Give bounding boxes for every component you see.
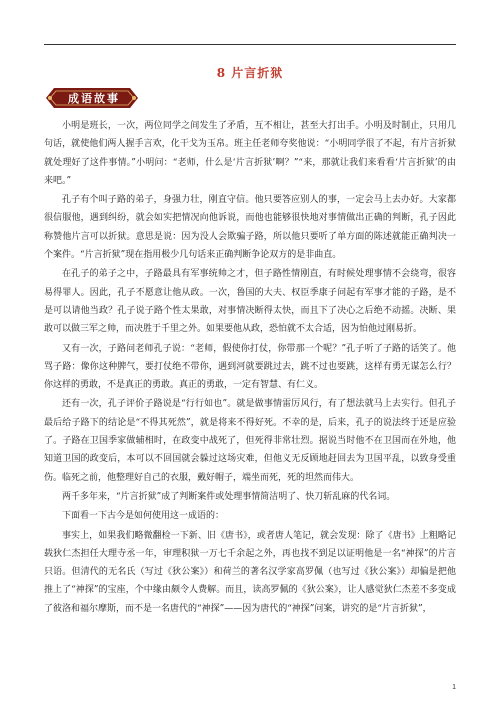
banner-label: 成语故事 <box>68 92 120 105</box>
header-rule <box>44 44 456 45</box>
page-number: 1 <box>452 684 456 691</box>
paragraph: 小明是班长，一次，两位同学之间发生了矛盾，互不相让，甚至大打出手。小明及时制止，只用几句话，就使他们两人握手言欢，化干戈为玉帛。班主任老师夸奖他说：“小明同学很了不起，有片言折狱就处理好了这件事情。”小明问：“老师，什么是‘片言折狱’啊？”“来，那就让我们来看看‘片言折狱’的由来吧。” <box>44 121 456 186</box>
page-title: 8 片言折狱 <box>216 66 284 80</box>
paragraph: 下面看一下古今是如何使用这一成语的： <box>62 511 225 522</box>
paragraph: 两千多年来，“片言折狱”成了判断案件或处理事情简洁明了、快刀斩乱麻的代名词。 <box>62 491 396 502</box>
section-banner <box>44 86 140 110</box>
paragraph: 事实上，如果我们略微翻检一下新、旧《唐书》，或者唐人笔记，就会发现：除了《唐书》上粗略记载狄仁杰担任大理寺丞一年，审理积狱一万七千余起之外，再也找不到足以证明他是一名“神探”的片言只语。但清代的无名氏（写过《狄公案》）和荷兰的著名汉学家高罗佩（也写过《狄公案》）却偏是把他推上了“神探”的宝座，个中缘由颇令人费解。而且，读高罗佩的《狄公案》，让人感觉狄仁杰差不多变成了彼洛和福尔摩斯，而不是一名唐代的“神探”——因为唐代的“神探”问案，讲究的是“片言折狱”， <box>44 530 456 614</box>
paragraph: 孔子有个叫子路的弟子，身强力壮，刚直守信。他只要答应别人的事，一定会马上去办好。大家都很信服他，遇到纠纷，就会如实把情况向他诉说，而他也能够很快地对事情做出正确的判断，孔子因此称赞他片言可以折狱。意思是说：因为没人会欺骗子路，所以他只要听了单方面的陈述就能正确判决一个案件。“片言折狱”现在指用极少几句话来正确判断争论双方的是非曲直。 <box>44 195 456 261</box>
paragraph: 又有一次，子路问老师孔子说：“老师，假使你打仗，你带那一个呢？”孔子听了子路的话笑了。他骂子路：像你这种脾气，要打仗绝不带你，遇到河就要跳过去，跳不过也要跳，这样有勇无谋怎么行？你这样的勇敢，不是真正的勇敢。真正的勇敢，一定有智慧、有仁义。 <box>44 343 456 391</box>
paragraph: 还有一次，孔子评价子路说是“行行如也”。就是做事情雷厉风行，有了想法就马上去实行。但孔子最后给子路下的结论是“不得其死然”，就是将来不得好死。不幸的是，后来，孔子的说法终于还是应验了。子路在卫国季家做辅相时，在政变中战死了，但死得非常壮烈。据说当时他不在卫国而在外地，他知道卫国的政变后，本可以不回国就会躲过这场灾难，但他义无反顾地赶回去为卫国平乱，以致身受重伤。临死之前，他整理好自己的衣服，戴好帽子，端坐而死，死的坦然而伟大。 <box>44 399 456 483</box>
article-body <box>44 117 456 619</box>
paragraph: 在孔子的弟子之中，子路最具有军事统帅之才，但子路性情刚直，有时候处理事情不会绕弯，很容易得罪人。因此，孔子不愿意让他从政。一次，鲁国的大夫、权臣季康子问起有军事才能的子路，是不是可以请他当政？孔子说子路个性太果敢，对事情决断得太快，而且下了决心之后绝不动摇。决断、果敢可以做三军之帅，而决胜于千里之外。如果要他从政，恐怕就不太合适，因为怕他过刚易折。 <box>44 269 456 335</box>
